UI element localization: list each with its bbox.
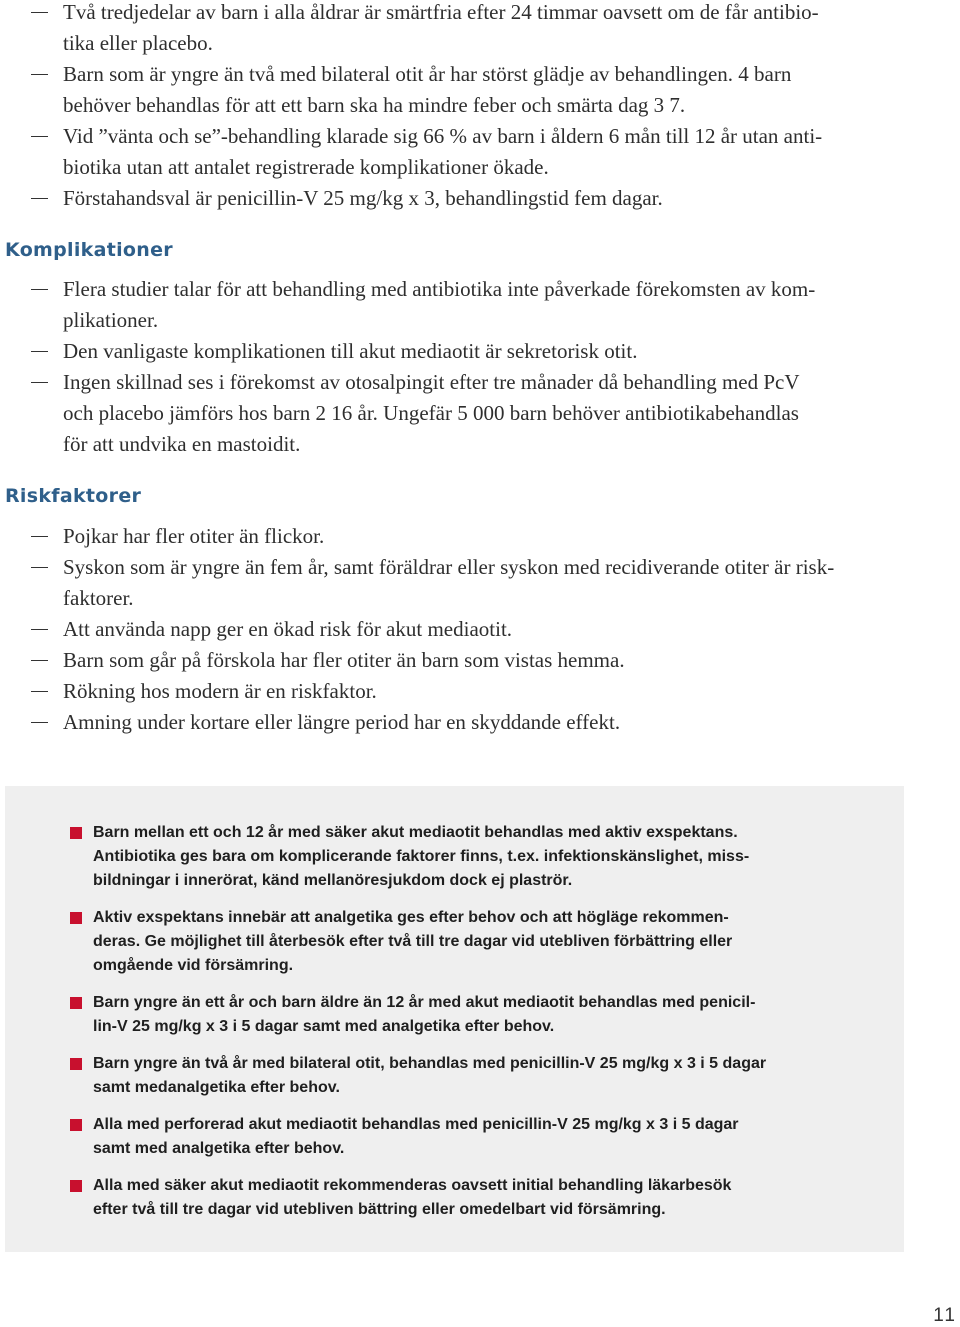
list-item [0,336,920,367]
komplikationer-list [0,274,920,460]
square-bullet-icon [70,997,82,1009]
dash-icon [31,351,48,352]
recommendation-text: Barn mellan ett och 12 år med säker akut mediaotit behandlas med aktiv exspektans. Antibiotika ges bara om komplicerande faktorer finns, t.ex. infektionskänslighet, miss- bildningar i innerörat, känd mellanöresjukdom dock ej plaströr. [93,824,750,889]
list-item-text: Syskon som är yngre än fem år, samt föräldrar eller syskon med recidiverande otiter är risk- faktorer. [63,555,835,610]
list-item [0,645,920,676]
list-item-text: Att använda napp ger en ökad risk för akut mediaotit. [63,617,513,641]
list-item [0,59,920,121]
recommendation-item [70,1174,860,1222]
square-bullet-icon [70,827,82,839]
komplikationer-heading: Komplikationer [5,239,173,261]
dash-icon [31,136,48,137]
recommendation-text: Alla med säker akut mediaotit rekommenderas oavsett initial behandling läkarbesök efter två till tre dagar vid utebliven bättring eller omedelbart vid försämring. [93,1177,732,1218]
recommendation-text: Aktiv exspektans innebär att analgetika ges efter behov och att högläge rekommen- deras. Ge möjlighet till återbesök efter två till tre dagar vid utebliven förbättring eller omgående vid försämring. [93,909,733,974]
square-bullet-icon [70,1119,82,1131]
recommendation-text: Barn yngre än ett år och barn äldre än 12 år med akut mediaotit behandlas med penicil- lin-V 25 mg/kg x 3 i 5 dagar samt med analgetika efter behov. [93,994,756,1035]
dash-icon [31,382,48,383]
list-item-text: Två tredjedelar av barn i alla åldrar är smärtfria efter 24 timmar oavsett om de får antibio- tika eller placebo. [63,0,819,55]
list-item-text: Pojkar har fler otiter än flickor. [63,524,325,548]
recommendation-item [70,1113,860,1161]
dash-icon [31,567,48,568]
list-item [0,707,920,738]
recommendation-item [70,1052,860,1100]
list-item-text: Barn som går på förskola har fler otiter än barn som vistas hemma. [63,648,625,672]
dash-icon [31,722,48,723]
list-item [0,552,920,614]
dash-icon [31,660,48,661]
dash-icon [31,198,48,199]
list-item-text: Flera studier talar för att behandling med antibiotika inte påverkade förekomsten av kom- plikationer. [63,277,816,332]
list-item [0,274,920,336]
dash-icon [31,536,48,537]
recommendation-item [70,906,860,978]
list-item-text: Barn som är yngre än två med bilateral otit år har störst glädje av behandlingen. 4 barn behöver behandlas för att ett barn ska ha mindre feber och smärta dag 3 7. [63,62,792,117]
dash-icon [31,12,48,13]
recommendation-item [70,821,860,893]
list-item [0,614,920,645]
recommendation-text: Alla med perforerad akut mediaotit behandlas med penicillin-V 25 mg/kg x 3 i 5 dagar samt med analgetika efter behov. [93,1116,739,1157]
list-item-text: Ingen skillnad ses i förekomst av otosalpingit efter tre månader då behandling med PcV och placebo jämförs hos barn 2 16 år. Ungefär 5 000 barn behöver antibiotikabehandlas för att undvika en mastoidit. [63,370,800,456]
list-item-text: Den vanligaste komplikationen till akut mediaotit är sekretorisk otit. [63,339,638,363]
riskfaktorer-list [0,521,920,738]
dash-icon [31,74,48,75]
square-bullet-icon [70,912,82,924]
list-item [0,521,920,552]
recommendation-text: Barn yngre än två år med bilateral otit, behandlas med penicillin-V 25 mg/kg x 3 i 5 dagar samt medanalgetika efter behov. [93,1055,767,1096]
square-bullet-icon [70,1180,82,1192]
recommendation-box [5,786,904,1252]
list-item [0,367,920,460]
list-item [0,183,920,214]
recommendation-list [70,821,860,1222]
dash-icon [31,289,48,290]
list-item [0,676,920,707]
list-item-text: Vid ”vänta och se”-behandling klarade sig 66 % av barn i åldern 6 mån till 12 år utan anti- biotika utan att antalet registrerade komplikationer ökade. [63,124,823,179]
list-item [0,0,920,59]
list-item-text: Förstahandsval är penicillin-V 25 mg/kg x 3, behandlingstid fem dagar. [63,186,663,210]
intro-list [0,0,920,214]
square-bullet-icon [70,1058,82,1070]
riskfaktorer-heading: Riskfaktorer [5,485,142,507]
recommendation-item [70,991,860,1039]
dash-icon [31,691,48,692]
page-number: 11 [933,1305,957,1326]
list-item [0,121,920,183]
dash-icon [31,629,48,630]
list-item-text: Amning under kortare eller längre period har en skyddande effekt. [63,710,621,734]
list-item-text: Rökning hos modern är en riskfaktor. [63,679,377,703]
